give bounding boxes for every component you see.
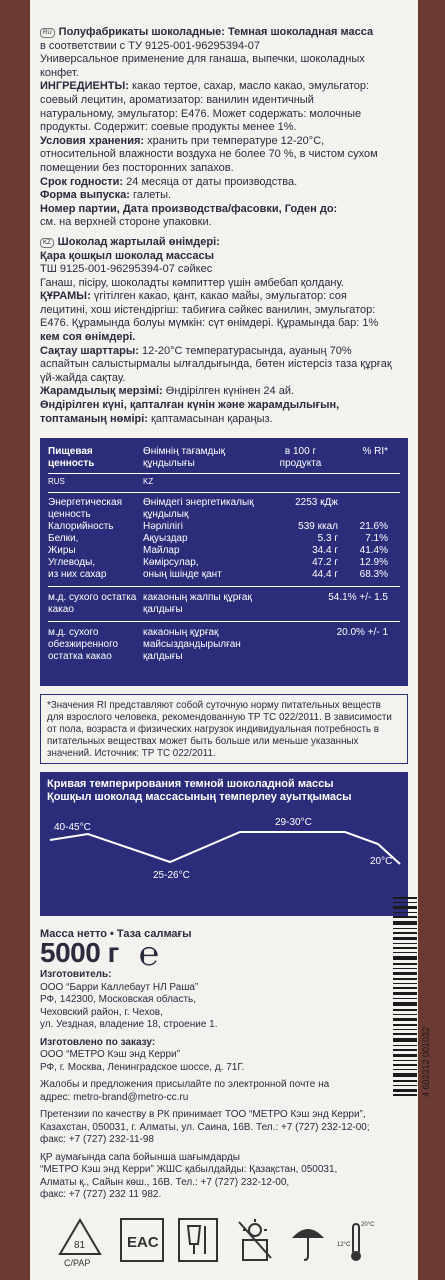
ru-line2: в соответствии с ТУ 9125-001-96295394-07	[40, 39, 260, 52]
recycle-code: C/PAP	[64, 1258, 91, 1268]
kz-storage	[40, 345, 408, 359]
e-mark-icon: ℮	[138, 934, 159, 973]
contact-kz-line: “МЕТРО Кэш энд Керри” ЖШС қабылдайды: Қазақстан, 050031,	[40, 1164, 338, 1176]
tempering-point-1: 40-45°С	[54, 822, 91, 834]
ru-batch: см. на верхней стороне упаковки.	[40, 216, 212, 229]
ru-shelf-label: Срок годности:	[40, 175, 124, 188]
table-row: Белки, Ақуыздар 5.3 г 7.1%	[48, 533, 388, 545]
kz-line4: Ганаш, пісіру, шоколадты кәмпиттер үшін әмбебап қолдану.	[40, 276, 344, 289]
tempering-point-3: 29-30°С	[275, 817, 312, 829]
temp-min: 12°C	[337, 1242, 351, 1248]
kz-storage-2: аспайтын салыстырмалы ылғалдығында, бөтен иістерсіз таза құрғақ	[40, 358, 392, 371]
ru-title-line	[40, 26, 408, 40]
keep-dry-icon	[288, 1218, 328, 1264]
tempering-point-2: 25-26°С	[153, 870, 190, 882]
ru-storage-label: Условия хранения:	[40, 134, 145, 147]
tempering-title-ru: Кривая темперирования темной шоколадной массы	[47, 778, 334, 791]
kz-line3: ТШ 9125-001-96295394-07 сәйкес	[40, 263, 213, 276]
food-contact-icon	[178, 1218, 218, 1264]
table-row: Энергетическая Өнімдегі энергетикалық 2253 кДж	[48, 497, 338, 509]
manufacturer-block	[40, 969, 408, 1202]
tempering-curve	[40, 772, 408, 916]
eac-icon	[120, 1218, 164, 1264]
ri-footnote	[40, 694, 408, 764]
ru-shelf	[40, 176, 408, 190]
kz-shelf-value: Өндірілген күнінен 24 ай.	[165, 385, 295, 398]
kz-batch-value: қаптамасынан қараңыз.	[151, 412, 273, 425]
kz-batch	[40, 413, 408, 427]
footnote-line: для взрослого человека, рекомендованную ТР ТС 022/2011. В зависимости	[47, 712, 392, 724]
ru-form-label: Форма выпуска:	[40, 189, 130, 202]
table-row: Углеводы, Көмірсулар, 47.2 г 12.9%	[48, 557, 388, 569]
ru-batch-label	[40, 203, 408, 217]
eac-text: EAC	[127, 1234, 159, 1251]
contact-line: Казахстан, 050031, г. Алматы, ул. Саина, 16В. Тел.: +7 (727) 232-12-00;	[40, 1121, 370, 1133]
kz-storage-3: үй-жайда сақтау.	[40, 371, 126, 384]
kz-storage-label: Сақтау шарттары:	[40, 344, 139, 357]
nutrition-body	[48, 493, 400, 663]
ru-ingredients-1: какао тертое, сахар, масло какао, эмульгатор:	[132, 80, 370, 93]
order-line: РФ, г. Москва, Ленинградское шоссе, д. 71Г.	[40, 1061, 245, 1073]
tempering-line	[50, 832, 400, 864]
manufacturer-line: РФ, 142300, Московская область,	[40, 994, 197, 1006]
temp-max: 20°C	[361, 1222, 375, 1228]
kz-ingredients-1: үгітілген какао, қант, какао майы, эмульгатор: соя	[93, 290, 347, 303]
manufacturer-label: Изготовитель:	[40, 969, 112, 981]
barcode-number: 4 602312 001032	[421, 1026, 431, 1097]
kz-ingredients-4-text: кем соя өнімдері.	[40, 331, 136, 344]
kz-batch-label-1	[40, 399, 408, 413]
kz-line2	[40, 250, 408, 264]
kz-title-line	[40, 236, 408, 250]
manufacturer-line: ул. Уездная, владение 18, строение 1.	[40, 1019, 218, 1031]
contact-kz-line: ҚР аумағында сапа бойынша шағымдарды	[40, 1151, 240, 1163]
nutrition-divider	[48, 621, 400, 622]
nutrition-head-ru: Пищевая ценность	[48, 446, 95, 470]
kz-line2-text: Қара қошқыл шоколад массасы	[40, 249, 215, 262]
ru-line4: конфет.	[40, 66, 79, 79]
kz-shelf	[40, 385, 408, 399]
ru-ingredients-label: ИНГРЕДИЕНТЫ:	[40, 80, 129, 93]
recycle-number: 81	[74, 1240, 86, 1251]
nutrition-table	[40, 438, 408, 686]
nutrition-sub-ru: RUS	[48, 477, 65, 487]
kz-batch-label-1-text: Өндірілген күні, қапталған күнін және жарамдылығын,	[40, 399, 340, 412]
ru-form	[40, 189, 408, 203]
nutrition-header	[48, 446, 400, 474]
ru-tag: RU	[40, 28, 55, 38]
table-row: Жиры Майлар 34.4 г 41.4%	[48, 545, 388, 557]
nutrition-head-ri: % RI*	[362, 446, 388, 458]
ru-storage-2: относительной влажности воздуха не более 70 %, в чистом сухом	[40, 148, 378, 161]
ru-ingredients-3: натуральному, эмульгатор: Е476. Может содержать: молочные	[40, 107, 362, 120]
kz-ingredients-label: ҚҰРАМЫ:	[40, 290, 91, 303]
table-row: ценность құндылық	[48, 509, 189, 521]
contact-line: Претензии по качеству в РК принимает ТОО “МЕТРО Кэш энд Керри”,	[40, 1109, 366, 1121]
kz-ingredients	[40, 290, 408, 304]
label-panel	[30, 0, 418, 1280]
nutrition-divider	[48, 586, 400, 587]
ru-storage-1: хранить при температуре 12-20°С,	[147, 134, 325, 147]
table-row: м.д. сухого обезжиренного остатка какао какаоның құрғақ майсыздандырылған қалдығы 20.0% +/- 1	[48, 627, 388, 663]
nutrition-sub-kz: KZ	[143, 477, 154, 487]
order-label: Изготовлено по заказу:	[40, 1036, 156, 1048]
footnote-line: питательных веществах может быть больше или меньше указанных	[47, 736, 359, 748]
footnote-line: *Значения RI представляют собой суточную норму питательных веществ	[47, 700, 381, 712]
ru-title: Полуфабрикаты шоколадные: Темная шоколадная масса	[58, 26, 374, 38]
ru-form-value: галеты.	[132, 189, 172, 202]
kz-title: Шоколад жартылай өнімдері:	[57, 235, 220, 248]
kz-storage-1: 12-20°С температурасында, ауаның 70%	[141, 344, 352, 357]
ru-batch-label-text: Номер партии, Дата производства/фасовки, Годен до:	[40, 202, 338, 215]
barcode	[393, 897, 433, 1097]
manufacturer-line: ООО “Барри Каллебаут НЛ Раша”	[40, 981, 199, 993]
kz-shelf-label: Жарамдылық мерзімі:	[40, 385, 163, 398]
ru-storage	[40, 135, 408, 149]
contact-line: адрес: metro-brand@metro-cc.ru	[40, 1091, 189, 1103]
recycle-icon	[58, 1218, 102, 1268]
ru-ingredients	[40, 80, 408, 94]
kz-ingredients-3: Е476. Құрамында болуы мүмкін: сүт өнімдері. Құрамында бар: 1%	[40, 317, 379, 330]
kz-batch-label-2: топтаманың нөмірі:	[40, 412, 148, 425]
barcode-icon	[393, 897, 433, 1097]
table-row: м.д. сухого остатка какао какаоның жалпы құрғақ қалдығы 54.1% +/- 1.5	[48, 592, 388, 616]
footnote-line: значений. Источник: ТР ТС 022/2011.	[47, 748, 216, 760]
contact-line: Жалобы и предложения присылайте по электронной почте на	[40, 1079, 330, 1091]
ru-shelf-value: 24 месяца от даты производства.	[126, 175, 298, 188]
ru-ingredients-2: соевый лецитин, ароматизатор: ванилин идентичный	[40, 93, 314, 106]
contact-kz-line: факс: +7 (727) 232 11 982.	[40, 1189, 162, 1201]
mass-value: 5000 г	[40, 936, 119, 968]
table-row: Калорийность Нәрлілігі 539 ккал 21.6%	[48, 521, 388, 533]
nutrition-subheader	[48, 474, 400, 493]
tempering-title-kz: Қошқыл шоколад массасының темперлеу ауытқымасы	[47, 791, 352, 804]
pack-symbols	[30, 1218, 375, 1273]
nutrition-head-per: в 100 г продукта	[279, 446, 322, 470]
table-row: из них сахар оның ішінде қант 44.4 г 68.3%	[48, 569, 388, 581]
tempering-point-4: 20°С	[370, 856, 393, 868]
order-line: ООО “МЕТРО Кэш энд Керри”	[40, 1049, 180, 1061]
contact-kz-line: Алматы қ., Сайын көш., 16В. Тел.: +7 (727) 232-12-00,	[40, 1176, 290, 1188]
ru-line3: Универсальное применение для ганаша, выпечки, шоколадных	[40, 53, 365, 66]
manufacturer-line: Чеховский район, г. Чехов,	[40, 1006, 163, 1018]
kz-ingredients-4	[40, 331, 408, 345]
keep-from-sunlight-icon	[235, 1218, 275, 1264]
kz-tag: KZ	[40, 238, 54, 248]
temperature-range-icon	[335, 1218, 375, 1264]
ru-storage-3: помещении без посторонних запахов.	[40, 161, 234, 174]
tempering-graph	[40, 772, 408, 916]
contact-line: факс: +7 (727) 232-11-98	[40, 1134, 154, 1146]
nutrition-head-kz: Өнімнің тағамдық құндылығы	[143, 446, 225, 470]
mass-label: Масса нетто • Таза салмағы	[40, 928, 192, 941]
ru-ingredients-4: продукты. Содержит: соевые продукты менее 1%.	[40, 121, 297, 134]
kz-ingredients-2: лецитині, хош иістендіргіш: табиғиға сәйкес ванилин, эмульгатор:	[40, 303, 376, 316]
footnote-line: от пола, возраста и физических нагрузок индивидуальная потребность в	[47, 724, 379, 736]
